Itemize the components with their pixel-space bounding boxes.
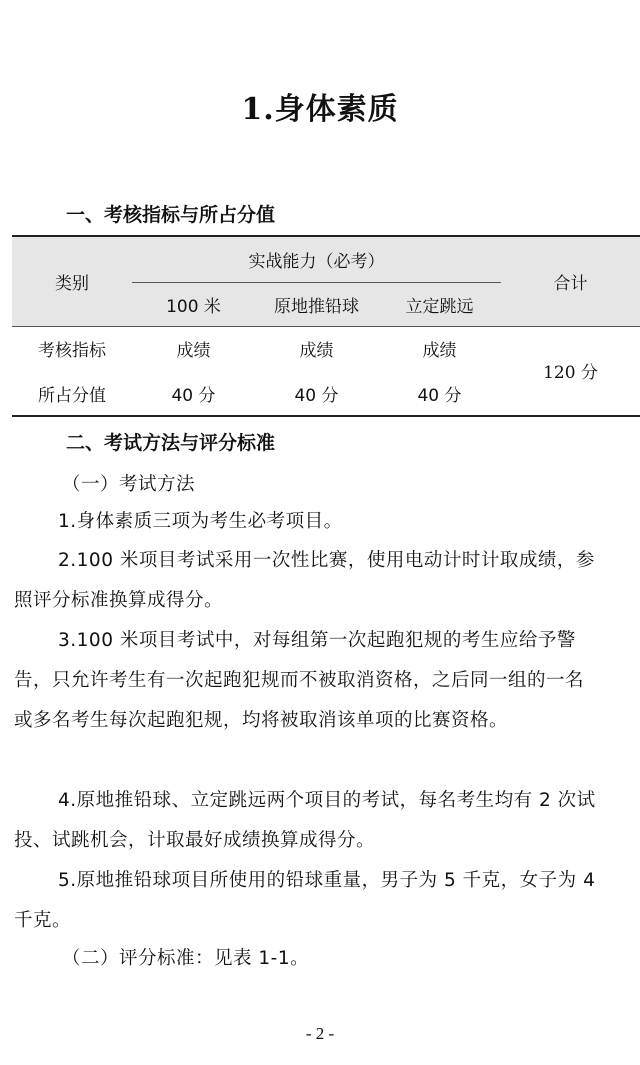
- table-cell: 40 分: [132, 371, 255, 416]
- paragraph: [14, 621, 600, 741]
- section-heading-methods: 二、考试方法与评分标准: [66, 432, 276, 454]
- item-header: 立定跳远: [378, 282, 501, 326]
- paragraph-text: 2.100 米项目考试采用一次性比赛，使用电动计时计取成绩，参照评分标准换算成得分。: [14, 550, 595, 611]
- paragraph-text: 4.原地推铅球、立定跳远两个项目的考试，每名考生均有 2 次试投、试跳机会，计取最好成绩换算成得分。: [14, 790, 596, 851]
- item-header: 原地推铅球: [255, 282, 378, 326]
- section-heading-indicators: 一、考核指标与所占分值: [66, 204, 276, 226]
- total-header: 合计: [501, 236, 640, 326]
- row-label: 所占分值: [12, 371, 132, 416]
- table-cell: 成绩: [176, 341, 211, 362]
- subsection-heading-scoring: （二）评分标准：见表 1-1。: [62, 948, 310, 969]
- row-label: 考核指标: [38, 341, 106, 362]
- score-table: [12, 235, 640, 417]
- subsection-heading-methods: （一）考试方法: [62, 474, 196, 495]
- table-cell: 40 分: [378, 371, 501, 416]
- paragraph-text: 5.原地推铅球项目所使用的铅球重量，男子为 5 千克，女子为 4 千克。: [14, 870, 596, 931]
- paragraph: [14, 861, 600, 941]
- score-table-container: [12, 235, 640, 415]
- table-row: [12, 326, 640, 371]
- paragraph: 1.身体素质三项为考生必考项目。: [58, 511, 343, 532]
- table-header-row: [12, 236, 640, 282]
- table-cell: 40 分: [255, 371, 378, 416]
- category-header: 类别: [12, 236, 132, 326]
- total-value: 120 分: [501, 326, 640, 416]
- paragraph-text: 3.100 米项目考试中，对每组第一次起跑犯规的考生应给予警告，只允许考生有一次起跑犯规而不被取消资格，之后同一组的一名或多名考生每次起跑犯规，均将被取消该单项的比赛资格。: [14, 630, 585, 731]
- table-cell: 成绩: [299, 341, 334, 362]
- paragraph: [14, 541, 600, 621]
- page-title: 1.身体素质: [241, 92, 399, 127]
- paragraph: [14, 781, 600, 861]
- group-header: 实战能力（必考）: [132, 236, 501, 282]
- page-number: - 2 -: [305, 1024, 335, 1043]
- table-cell: 成绩: [422, 341, 457, 362]
- item-header: 100 米: [132, 282, 255, 326]
